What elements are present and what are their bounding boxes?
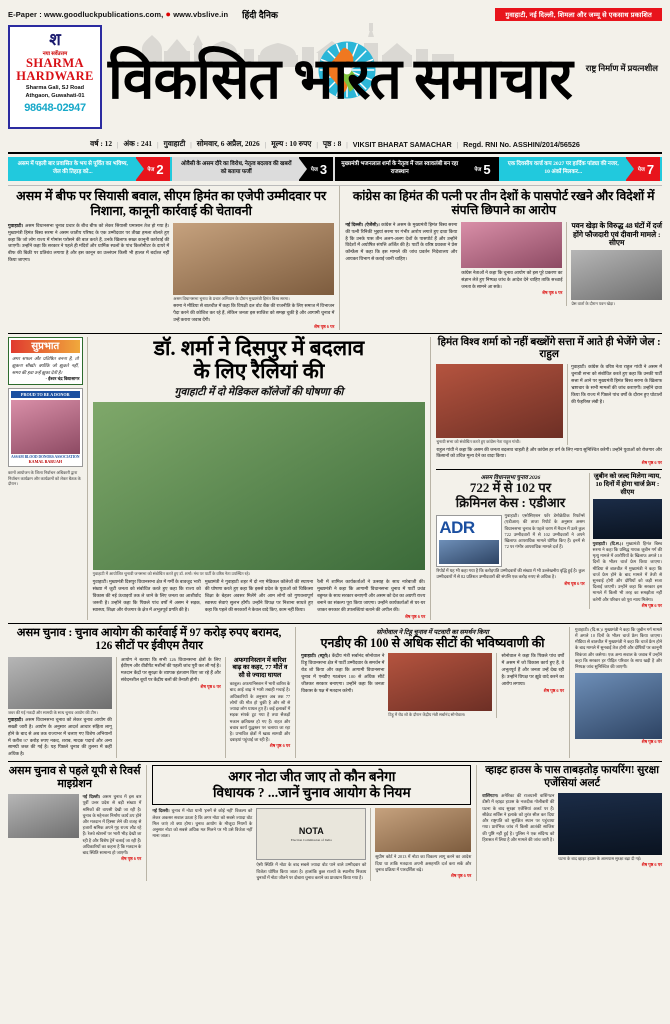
index-teaser-4-page-flag[interactable] [626,157,660,181]
story-beef-row-col2 [173,223,334,330]
story-beef-row-col1 [8,223,169,330]
lead-story-col2 [205,579,313,619]
blood-donor-ad-name: KAMAL BARUAH [28,459,63,465]
index-teaser-2-page-label: पेज [310,167,318,173]
lead-story-body2: मुख्यमंत्री ने गुवाहाटी शहर में दो नए मेडिकल कॉलेजों की स्थापना की घोषणा करते हुए कहा कि इससे प्रदेश के युवाओं को चिकित्सा शिक्षा के बेहतर अवसर मिलेंगे और आम लोगों को गुणवत्तापूर्ण स्वास्थ्य सेवाएं सुलभ होंगी। उन्होंने विपक्ष पर निशाना साधते हुए कहा कि पहले की सरकारों ने केवल वादे किए, काम नहीं किया। [204,579,314,612]
lead-story-subheadline: गुवाहाटी में दो मेडिकल कॉलेजों की घोषणा की [174,386,344,398]
epaper-url-primary: E-Paper : www.goodluckpublications.com, [8,10,164,19]
story-reverse-migration-columns [8,794,141,856]
index-teaser-4-page-number: 7 [646,161,655,177]
story-nda-prediction-col2 [388,653,492,717]
lead-story[interactable] [87,337,431,620]
story-adr[interactable] [436,473,584,608]
index-teaser-2-page-number: 3 [319,161,328,177]
epaper-url[interactable] [8,9,228,19]
lead-story-col3 [317,579,425,619]
story-nota[interactable] [146,765,476,881]
story-zubeen-inner [590,473,662,608]
story-rahul-caption: चुनावी सभा को संबोधित करते हुए कांग्रेस नेता राहुल गांधी। [436,439,521,445]
story-afghan-flood-headline: अफगानिस्तान में बारिश बाढ़ का कहर, 77 मौतें व सौ से ज्यादा घायल [232,656,288,679]
story-reverse-migration-more-link[interactable]: शेष पृष्ठ 6 पर [120,856,142,862]
story-reverse-migration-byline: नई दिल्ली। [82,794,101,800]
story-adr-more-link[interactable]: शेष पृष्ठ 6 पर [564,580,585,586]
story-adr-body: गुवाहाटी। एसोसिएशन फॉर डेमोक्रेटिक रिफॉर्म्स (एडीआर) की ताजा रिपोर्ट के अनुसार असम विधानसभा चुनाव के पहले चरण में मैदान में उतरे कुल 722 उम्मीदवारों में से 102 उम्मीदवारों ने अपने खिलाफ आपराधिक मामले घोषित किए हैं। इनमें से 72 पर गंभीर आपराधिक मामले दर्ज हैं। [504,513,585,550]
story-passport-headline: कांग्रेस का हिमंत की पत्नी पर तीन देशों के पासपोर्ट रखने और विदेशों में संपत्ति छिपाने का आरोप [352,189,655,218]
story-zubeen-followup-photo [575,673,662,739]
story-ec-seizure-col2 [116,657,221,759]
story-beef-row-caption: असम विधानसभा चुनाव के प्रचार अभियान के दौरान मुख्यमंत्री हिमंत बिस्व सरमा। [173,295,290,301]
advertiser-logo-subtext: नया सर्वेउत्तम [42,51,68,57]
story-beef-row-body: असम विधानसभा चुनाव प्रचार के बीच बीफ को लेकर सियासी घमासान तेज हो गया है। मुख्यमंत्री हिमंत बिस्व सरमा ने असम जातीय परिषद के एक उम्मीदवार पर तीखा हमला बोलते हुए कहा कि जो लोग राज्य में गोमांस परोसने की बात करते हैं, उनके खिलाफ सख्त कानूनी कार्रवाई की जाएगी। उन्होंने कहा कि सरकार ने पहले ही मंदिरों और धार्मिक स्थलों के पांच किलोमीटर के दायरे में बीफ की बिक्री पर प्रतिबंध लगाया है और इस कानून का उल्लंघन किसी भी हालत में बर्दाश्त नहीं किया जाएगा। [8,222,170,263]
story-white-house-col1 [482,793,554,867]
dateline-issue: अंक : 241 [123,139,153,148]
story-nota-headline-line1: अगर नोटा जीत जाए तो कौन बनेगा [228,769,396,785]
index-teaser-4-page-label: पेज [637,167,645,173]
index-teaser-1-page-number: 2 [156,161,164,177]
story-passport-col2 [461,222,562,307]
story-adr-textcol [505,513,585,567]
story-nda-prediction-more-link[interactable]: शेष पृष्ठ 6 पर [543,687,565,693]
advertiser-name-line2: HARDWARE [16,68,94,83]
story-passport-photo [461,222,562,268]
story-nda-prediction-body2: सोनोवाल ने कहा कि पिछले पांच वर्षों में असम में जो विकास कार्य हुए हैं, वे अभूतपूर्व हैं और जनता उन्हें देख रही है। उन्होंने विपक्ष पर झूठे वादे करने का आरोप लगाया। [501,653,565,686]
story-beef-row-more-link[interactable]: शेष पृष्ठ 6 पर [313,323,335,329]
story-ec-seizure-headline: असम चुनाव : चुनाव आयोग की कार्रवाई में 97 करोड़ रुपए बरामद, 126 सीटों पर ईवीएम तैयार [16,626,282,653]
story-rahul-headline: हिमंत विश्व शर्मा को नहीं बख्शेंगे सत्ता में आते ही भेजेंगे जेल : राहुल [437,336,661,360]
story-zubeen-body: मुख्यमंत्री हिमंत बिस्व सरमा ने कहा कि प्रसिद्ध गायक जुबीन गर्ग की मृत्यु मामले में आरोपियों के खिलाफ अगले 10 दिनों के भीतर चार्ज फ्रेम किया जाएगा। मीडिया से बातचीत में मुख्यमंत्री ने कहा कि चार्ज फ्रेम होने के बाद मामले में तेजी से सुनवाई होगी और दोषियों को कड़ी सजा दिलाई जाएगी। उन्होंने कहा कि सरकार इस मामले में किसी भी तरह का समझौता नहीं करेगी और परिवार को पूरा न्याय मिलेगा। [592,540,662,602]
story-white-house-col2 [558,793,662,867]
index-teaser-1-page-flag[interactable] [136,157,170,181]
left-rail-caption: कामों आयोजन के जिला निर्वाचन अधिकारी द्वारा निर्वाचन कार्यक्रम और कार्यक्रमों को लेकर बैठक के दौरान। [8,470,81,486]
story-white-house-body: अमेरिका की राजधानी वाशिंगटन डीसी में व्हाइट हाउस के नजदीक गोलीबारी की घटना के बाद सुरक्षा एजेंसियां अलर्ट पर हैं। सीक्रेट सर्विस ने इलाके को तुरंत सील कर दिया और राष्ट्रपति को सुरक्षित स्थान पर पहुंचाया गया। प्रारंभिक जांच में किसी आतंकी साजिश की पुष्टि नहीं हुई है। पुलिस ने एक संदिग्ध को हिरासत में लिया है और मामले की जांच जारी है। [482,793,555,842]
story-nota-headline-box [152,765,471,805]
newspaper-title: विकसित भारत समाचार [108,47,572,111]
adr-logo-icon: ADR [439,518,475,538]
nota-label: NOTA [298,826,324,837]
index-teaser-3-page-flag[interactable] [463,157,497,181]
index-teaser-2[interactable] [172,157,336,181]
story-ec-seizure-body2: आयोग ने बताया कि सभी 126 विधानसभा क्षेत्रों के लिए ईवीएम और वीवीपैट मशीनों की पहली जांच पूरी कर ली गई है। मतदान केंद्रों पर सुरक्षा के व्यापक इंतजाम किए जा रहे हैं और संवेदनशील बूथों पर केंद्रीय बलों की तैनाती होगी। [120,656,221,683]
section-lead [8,333,662,620]
lead-story-photo [93,402,426,570]
story-reverse-migration-headline: असम चुनाव से पहले यूपी से रिवर्स माइग्रेशन [8,765,141,791]
story-nda-prediction[interactable] [295,627,569,759]
index-teaser-2-text: ओवैसी के असम दौरे का विरोध, नेतृत्व बदलाव की खबरों को बताया फर्जी [180,161,292,175]
section-middle [8,623,662,759]
story-beef-row-byline: गुवाहाटी। [8,222,24,228]
story-passport-columns [345,222,662,307]
story-beef-row-columns [8,223,334,330]
story-nota-col3 [370,808,471,881]
story-nda-prediction-headline: एनडीए की 100 से अधिक सीटों की भविष्यवाणी की [320,635,545,650]
story-ec-seizure-col1 [8,657,112,759]
lead-story-headline-line1: डॉ. शर्मा ने दिसपुर में बदलाव [153,335,365,360]
story-nota-body3: सुप्रीम कोर्ट ने 2013 में नोटा का विकल्प लागू करने का आदेश दिया था ताकि मतदाता अपनी असहमति दर्ज करा सकें और चुनाव प्रक्रिया में पारदर्शिता बढ़े। [375,854,472,872]
story-white-house-photo [558,793,662,855]
story-white-house[interactable] [476,765,662,881]
story-zubeen-followup-more-link[interactable]: शेष पृष्ठ 6 पर [641,739,662,745]
index-teaser-2-page-flag[interactable] [299,157,333,181]
story-ec-seizure-more-link[interactable]: शेष पृष्ठ 6 पर [200,684,221,690]
story-nda-prediction-col3 [496,653,564,717]
story-adr-photo [439,540,498,564]
story-afghan-flood[interactable] [225,657,290,759]
story-adr-stat-line2: क्रिमिनल केस : एडीआर [455,495,566,511]
story-nota-col2 [256,808,366,881]
index-teaser-3-page-number: 5 [483,161,491,177]
story-zubeen-followup-body: गुवाहाटी। (दि.स.)। मुख्यमंत्री ने कहा कि जुबीन गर्ग मामले में अगले 10 दिनों के भीतर चार्ज फ्रेम किया जाएगा। मीडिया से बातचीत में मुख्यमंत्री ने कहा कि चार्ज फ्रेम होने के बाद मामले में सुनवाई तेज होगी और दोषियों पर कानूनी शिकंजा और कसेगा। एक अन्य सवाल के जवाब में उन्होंने कहा कि सरकार हर पीड़ित परिवार के साथ खड़ी है और निष्पक्ष जांच सुनिश्चित की जाएगी। [575,626,662,669]
story-adr-row [436,513,584,567]
story-rahul-media [436,364,563,444]
section-top [8,186,662,330]
story-passport-col1 [345,222,457,307]
story-rahul-body2: राहुल गांधी ने कहा कि असम की जनता बदलाव चाहती है और कांग्रेस हर वर्ग के लिए न्याय सुनिश्चित करेगी। उन्होंने युवाओं को रोजगार और किसानों को उचित मूल्य देने का वादा किया। [436,446,662,459]
story-nota-col1 [152,808,252,881]
adr-and-narrow [436,469,662,608]
story-nda-prediction-byline: गुवाहाटी। (ब्यूरो)। [301,653,331,659]
news-content [8,185,662,881]
story-zubeen-more-link[interactable]: शेष पृष्ठ 6 पर [641,602,662,608]
right-rail [430,337,662,620]
story-white-house-byline: वाशिंगटन। [482,793,499,799]
story-pawan-khera[interactable] [566,222,662,307]
index-teaser-4[interactable] [499,157,663,181]
story-rahul-text [567,364,662,444]
story-adr-logo-box [436,515,501,567]
story-rahul-photo [436,364,563,438]
story-zubeen-byline: गुवाहाटी। (दि.स.)। [592,540,623,546]
story-beef-row[interactable] [8,186,339,330]
story-nota-ballot-graphic [256,808,366,860]
index-teaser-3-page-label: पेज [474,167,482,173]
story-zubeen-followup[interactable] [569,627,662,759]
story-nota-body: चुनाव में नोटा यानी 'इनमें से कोई नहीं' विकल्प को लेकर अकसर सवाल उठता है कि अगर नोटा को सबसे ज्यादा वोट मिल जाएं तो क्या होगा। चुनाव आयोग के मौजूदा नियमों के अनुसार नोटा को सबसे अधिक मत मिलने पर भी उसे विजेता नहीं माना जाता। [152,808,253,839]
story-beef-row-photo [173,223,334,295]
suprabhat-title: सुप्रभात [11,340,80,353]
story-ec-seizure-body: असम विधानसभा चुनाव को लेकर चुनाव आयोग की सख्ती जारी है। आयोग के अनुसार आदर्श आचार संहिता लागू होने के बाद से अब तक राज्यभर में चलाए गए विशेष अभियानों में करीब 97 करोड़ रुपए नकद, शराब, मादक पदार्थ और अन्य सामग्री जब्त की गई है। यह पिछले चुनाव की तुलना में कहीं अधिक है। [8,716,112,757]
editions-strip: गुवाहाटी, नई दिल्ली, शिमला और जम्मू से एकसाथ प्रकाशित [495,8,662,21]
story-ec-seizure-photo [8,657,112,709]
story-beef-row-headline: असम में बीफ पर सियासी बवाल, सीएम हिमंत का एजेपी उम्मीदवार पर निशाना, कानूनी कार्रवाई की चेतावनी [16,189,327,218]
story-zubeen[interactable] [589,473,662,608]
story-white-house-headline: व्हाइट हाउस के पास ताबड़तोड़ फायरिंग! सुरक्षा एजेंसियां अलर्ट [485,765,659,789]
story-reverse-migration-body: असम चुनाव में इस बार पूर्वी उत्तर प्रदेश से बड़ी संख्या में श्रमिकों की वापसी देखी जा रही है। चुनाव के मद्देनजर निर्माण कार्य ठप होने और मतदान में हिस्सा लेने की वजह से हजारों श्रमिक अपने गृह राज्य लौट रहे हैं। रेलवे स्टेशनों पर भारी भीड़ देखी जा रही है और विशेष ट्रेनें चलाई जा रही हैं। अधिकारियों का कहना है कि मतदान के बाद स्थिति सामान्य हो जाएगी। [82,794,142,856]
index-teaser-1-text: असम में पहली बार प्रवासित के भय से पूर्वित का भविष्य, जेल की तिहाड़ को... [17,161,128,175]
story-white-house-caption: घटना के बाद व्हाइट हाउस के आसपास सुरक्षा बढ़ा दी गई। [558,856,642,862]
index-teaser-bar [8,157,662,181]
nota-sublabel: Election Commission of India [290,838,332,843]
story-ec-seizure-columns [8,657,290,759]
story-nota-headline-line2: विधायक ? ...जानें चुनाव आयोग के नियम [213,785,411,801]
index-teaser-1[interactable] [8,157,172,181]
story-nota-columns [152,808,471,881]
hindi-dainik-label: हिंदी दैनिक [242,9,278,20]
dateline-year: वर्ष : 12 [90,139,113,148]
story-reverse-migration-col1 [8,794,79,856]
advertiser-name-line1: SHARMA [26,56,84,70]
left-rail [8,337,87,620]
lead-story-col1 [93,579,201,619]
story-nota-byline: नई दिल्ली। [152,808,170,814]
story-nda-prediction-col1 [301,653,384,717]
story-adr-kicker: असम विधानसभा चुनाव 2026 [480,475,541,482]
story-nota-more-link[interactable]: शेष पृष्ठ 6 पर [450,872,472,878]
story-passport-byline: नई दिल्ली। (ऐजेंसी)। [345,221,380,227]
story-white-house-columns [482,793,662,867]
story-zubeen-headline: जुबीन को जल्द मिलेगा न्याय, 10 दिनों में होगा चार्ज फ्रेम : सीएम [593,473,661,496]
story-nda-prediction-columns [301,653,564,717]
section-bottom [8,761,662,881]
story-ec-seizure[interactable] [8,627,295,759]
masthead [0,25,670,137]
lead-story-more-link[interactable]: शेष पृष्ठ 6 पर [404,613,426,619]
suprabhat-box [8,337,83,386]
blood-donor-ad[interactable] [8,388,83,467]
story-passport[interactable] [339,186,662,330]
story-nota-body2: ऐसी स्थिति में नोटा के बाद सबसे ज्यादा वोट पाने वाले उम्मीदवार को विजेता घोषित किया जाता है। हालांकि कुछ राज्यों के स्थानीय निकाय चुनावों में नोटा जीतने पर दोबारा चुनाव कराने का प्रावधान किया गया है। [256,862,367,880]
index-teaser-3-text: मुख्यमंत्री भजनलाल शर्मा के नेतृत्व में जल स्वावलंबी बन रहा राजस्थान [341,161,459,175]
blood-donor-ad-org: ASSAM BLOOD DONORS ASSOCIATION [11,455,80,460]
advertiser-logo-icon: श [49,30,61,49]
blood-donor-ad-photo [11,400,80,454]
bullet-icon: ● [165,9,172,19]
story-ec-seizure-caption: जब्त की गई नकदी और सामग्री के साथ चुनाव आयोग की टीम। [8,709,98,715]
index-teaser-3[interactable] [335,157,499,181]
story-pawan-khera-caption: प्रेस वार्ता के दौरान पवन खेड़ा। [571,300,615,306]
masthead-tagline: राष्ट्र निर्माण में प्रयत्नशील [585,64,658,73]
story-reverse-migration[interactable] [8,765,146,881]
dateline-price: मूल्य : 10 रुपए [271,139,312,148]
masthead-center [102,25,662,111]
lead-story-columns [93,579,426,619]
advertiser-address-line2: Athgaon, Guwahati-01 [25,93,85,100]
masthead-title-row [108,29,662,111]
story-beef-row-body2: सरमा ने मीडिया से बातचीत में कहा कि विपक्षी दल वोट बैंक की राजनीति के लिए समाज में विभाजन पैदा करने की कोशिश कर रहे हैं, लेकिन जनता इस साजिश को समझ चुकी है और आगामी चुनाव में उन्हें करारा जवाब देगी। [173,303,335,322]
story-reverse-migration-photo [8,794,79,838]
lead-story-caption: गुवाहाटी में आयोजित चुनावी जनसभा को संबोधित करते हुए डॉ. शर्मा। मंच पर पार्टी के वरिष्ठ नेता उपस्थित रहे। [92,570,251,576]
story-white-house-more-link[interactable]: शेष पृष्ठ 6 पर [641,861,663,867]
lead-story-body1: गुवाहाटी। मुख्यमंत्री दिसपुर विधानसभा क्षेत्र में गर्मी के बावजूद भारी संख्या में जुटी जनता को संबोधित करते हुए कहा कि राज्य को विकास की नई ऊंचाइयों तक ले जाने के लिए जनता का आशीर्वाद जरूरी है। उन्होंने कहा कि पिछले पांच वर्षों में असम ने सड़क, स्वास्थ्य, शिक्षा और रोजगार के क्षेत्र में अभूतपूर्व प्रगति की है। [92,579,201,612]
story-nota-photo [375,808,471,852]
story-rahul-wrap[interactable] [436,364,662,444]
story-passport-more-link[interactable]: शेष पृष्ठ 6 पर [542,290,563,296]
story-rahul-body: गुवाहाटी। कांग्रेस के वरिष्ठ नेता राहुल गांधी ने असम में चुनावी सभा को संबोधित करते हुए कहा कि उनकी पार्टी सत्ता में आने पर मुख्यमंत्री हिमंत बिस्व सरमा के खिलाफ भ्रष्टाचार के सभी मामलों की जांच कराएगी। उन्होंने दावा किया कि राज्य में पिछले पांच वर्षों के दौरान हुए घोटालों की फेहरिस्त लंबी है। [571,364,662,404]
lead-story-headline-line2: के लिए रैलियां की [193,358,325,383]
story-nda-prediction-kicker: सोनोवाल ने टिहू चुनाव में पटवारी का समर्थन किया [376,628,489,636]
dateline-pages: पृष्ठ : 8 [322,139,342,148]
advertiser-address-line1: Sharma Gali, SJ Road [25,84,85,91]
suprabhat-attribution: - ईश्वर चंद्र विद्यासागर [45,376,80,382]
sharma-hardware-ad[interactable] [8,25,102,129]
story-afghan-flood-body: काबुल। अफगानिस्तान में भारी बारिश के बाद आई बाढ़ ने भारी तबाही मचाई है। अधिकारियों के अनुसार अब तक 77 लोगों की मौत हो चुकी है और सौ से ज्यादा लोग घायल हुए हैं। कई इलाकों में सड़क संपर्क टूट गया है तथा सैकड़ों मकान क्षतिग्रस्त हो गए हैं। राहत और बचाव कार्य युद्धस्तर पर चलाया जा रहा है। प्रभावित क्षेत्रों में खाद्य सामग्री और दवाइयां पहुंचाई जा रही हैं। [229,681,291,743]
epaper-url-secondary: www.vbslive.in [173,10,229,19]
story-reverse-migration-col2 [83,794,142,856]
lead-story-body3: रैली में शामिल कार्यकर्ताओं ने उत्साह के साथ नारेबाजी की। मुख्यमंत्री ने कहा कि आगामी विधानसभा चुनाव में पार्टी प्रचंड बहुमत के साथ सरकार बनाएगी और असम को देश का अग्रणी राज्य बनाने का संकल्प पूरा किया जाएगा। उन्होंने कार्यकर्ताओं से घर-घर जाकर सरकार की उपलब्धियां बताने की अपील की। [317,579,426,612]
suprabhat-text: अगर सफल और प्रतिष्ठित बनना है, तो झुकना सीखो। क्योंकि जो झुकते नहीं, समय की हवा उन्हें झुका देती है। [12,355,79,376]
dateline-rni: Regd. RNI No. ASSHIN/2014/56526 [463,139,580,149]
story-nda-prediction-photo [388,653,492,711]
advertiser-phone: 98648-02947 [24,102,86,115]
dateline-place: गुवाहाटी [163,139,186,148]
blood-donor-ad-title: PROUD TO BE A DONOR [11,391,80,398]
dateline-english-name: VIKSIT BHARAT SAMACHAR [352,139,452,149]
story-passport-body2: कांग्रेस नेताओं ने कहा कि चुनाव आयोग को इस पूरे प्रकरण का संज्ञान लेते हुए निष्पक्ष जांच के आदेश देने चाहिए ताकि सच्चाई जनता के सामने आ सके। [461,269,563,289]
story-afghan-flood-more-link[interactable]: शेष पृष्ठ 6 पर [269,743,291,749]
story-ec-seizure-byline: गुवाहाटी। [8,716,24,722]
story-rahul-more-link[interactable]: शेष पृष्ठ 6 पर [641,460,662,466]
index-teaser-4-text: एक दिवसीय वर्ल्ड कप 2027 पर हार्दिक पांड्या की नजर, 10 अंकों मिलकर... [507,161,619,175]
dateline-bar: वर्ष : 12 | अंक : 241 | गुवाहाटी | सोमवार, 6 अप्रैल, 2026 | मूल्य : 10 रुपए | पृष्ठ : 8 | VIKSIT BHARAT SAMACHAR | Regd. RNI No. ASSHIN/2014/56526 [8,137,662,154]
story-nda-prediction-caption: टिहू में रोड शो के दौरान केंद्रीय मंत्री सर्बानंद सोनोवाल। [388,712,466,718]
story-pawan-khera-photo [571,250,662,300]
story-adr-stat-line1: 722 में से 102 पर [469,480,552,496]
story-adr-body2: रिपोर्ट में यह भी कहा गया है कि करोड़पति उम्मीदवारों की संख्या में भी उल्लेखनीय वृद्धि हुई है। कुल उम्मीदवारों में से 82 प्रतिशत उम्मीदवारों की संपत्ति एक करोड़ रुपए से अधिक है। [436,568,585,580]
story-pawan-khera-headline: पवन खेड़ा के विरुद्ध 48 घंटों में दर्ज होंगे फौजदारी एवं दीवानी मामले : सीएम [571,220,662,248]
story-nda-prediction-body: केंद्रीय मंत्री सर्बानंद सोनोवाल ने टिहू विधानसभा क्षेत्र में पार्टी उम्मीदवार के समर्थन में रोड शो किया और कहा कि आगामी विधानसभा चुनाव में एनडीए गठबंधन 100 से अधिक सीटें जीतकर सरकार बनाएगा। उन्होंने कहा कि जनता विकास के पक्ष में मतदान करेगी। [301,653,385,693]
story-passport-body: कांग्रेस ने असम के मुख्यमंत्री हिमंत बिस्व सरमा की पत्नी रिनिकी भुइयां सरमा पर गंभीर आरोप लगाते हुए दावा किया है कि उनके पास तीन अलग-अलग देशों के पासपोर्ट हैं और उन्होंने विदेशों में अघोषित संपत्ति अर्जित की है। पार्टी के वरिष्ठ प्रवक्ता ने प्रेस कॉन्फ्रेंस में कहा कि इस मामले की जांच प्रवर्तन निदेशालय और आयकर विभाग से कराई जानी चाहिए। [345,221,458,262]
index-teaser-1-page-label: पेज [147,167,155,173]
story-zubeen-photo [593,499,662,539]
dateline-date: सोमवार, 6 अप्रैल, 2026 [196,139,260,148]
